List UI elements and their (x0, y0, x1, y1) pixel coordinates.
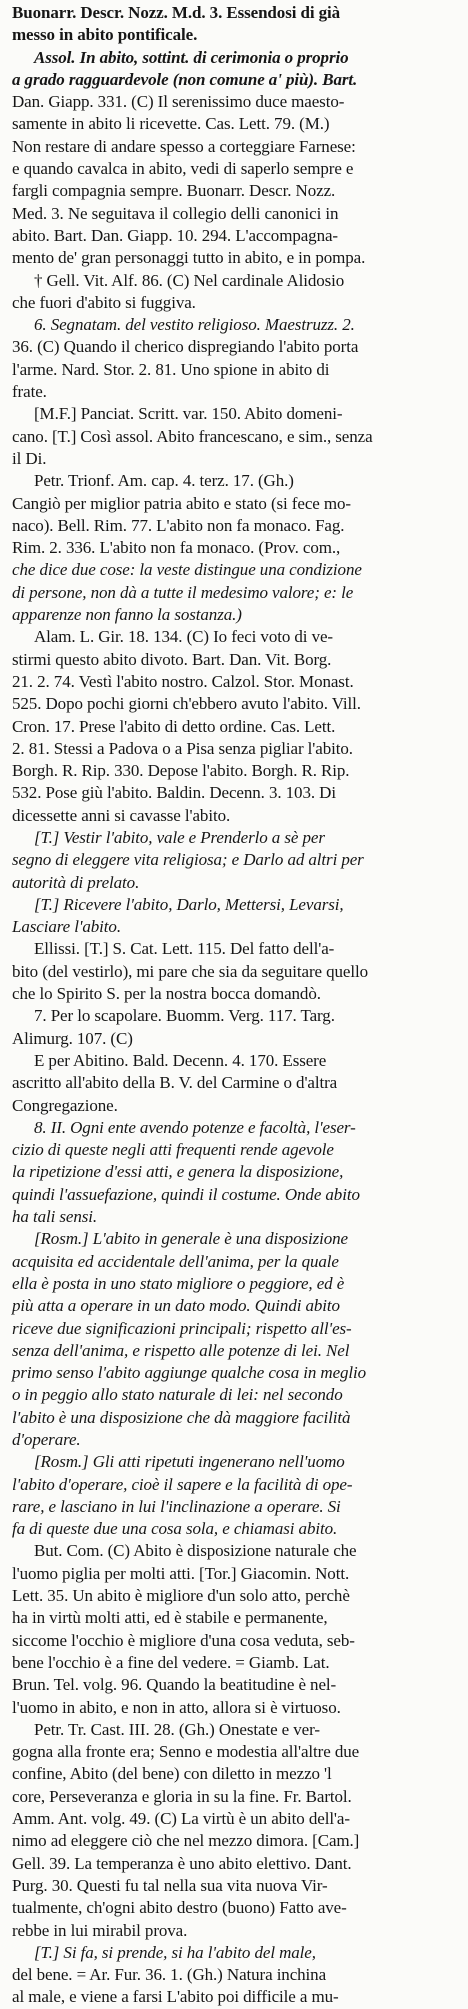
text-line: 525. Dopo pochi giorni ch'ebbero avuto l'abito. Vill. (12, 694, 361, 714)
text-line: [T.] Vestir l'abito, vale e Prenderlo a sè per (34, 827, 325, 847)
text-line: Brun. Tel. volg. 96. Quando la beatitudine è nel- (12, 1675, 337, 1695)
text-line: ha in virtù molti atti, ed è stabile e permanente, (12, 1608, 328, 1628)
text-line: Purg. 30. Questi fu tal nella sua vita nuova Vir- (12, 1875, 328, 1895)
text-line: cano. [T.] Così assol. Abito francescano, e sim., senza (12, 426, 373, 446)
text-line: Med. 3. Ne seguitava il collegio delli canonici in (12, 203, 339, 223)
text-line: 7. Per lo scapolare. Buomm. Verg. 117. Targ. (34, 1006, 335, 1026)
text-line: Lett. 35. Un abito è migliore d'un solo atto, perchè (12, 1586, 350, 1606)
text-line: Cangiò per miglior patria abito e stato (si fece mo- (12, 493, 351, 513)
text-line: [T.] Ricevere l'abito, Darlo, Mettersi, Levarsi, (34, 894, 344, 914)
text-line: Lasciare l'abito. (12, 917, 121, 937)
text-line: But. Com. (C) Abito è disposizione naturale che (34, 1541, 357, 1561)
text-line: l'abito d'operare, cioè il sapere e la facilità di ope- (12, 1474, 353, 1494)
text-line: E per Abitino. Bald. Decenn. 4. 170. Essere (34, 1050, 327, 1070)
text-line: l'uomo in abito, e non in atto, allora si è virtuoso. (12, 1697, 341, 1717)
text-line: [Rosm.] Gli atti ripetuti ingenerano nell'uomo (34, 1452, 345, 1472)
text-line: [M.F.] Panciat. Scritt. var. 150. Abito domeni- (34, 404, 343, 424)
text-line: Gell. 39. La temperanza è uno abito elettivo. Dant. (12, 1853, 352, 1873)
text-line: Alam. L. Gir. 18. 134. (C) Io feci voto di ve- (34, 627, 333, 647)
text-line: del bene. = Ar. Fur. 36. 1. (Gh.) Natura inchina (12, 1965, 327, 1985)
text-line: il Di. (12, 448, 47, 468)
text-line: e quando cavalca in abito, vedi di saperlo sempre e (12, 159, 354, 179)
text-line: 6. Segnatam. del vestito religioso. Maestruzz. 2. (34, 315, 355, 335)
text-line: gogna alla fronte era; Senno e modestia all'altre due (12, 1742, 360, 1762)
text-line: segno di eleggere vita religiosa; e Darlo ad altri per (12, 850, 364, 870)
text-line: Assol. In abito, sottint. di cerimonia o proprio (34, 47, 349, 67)
text-line: nimo ad eleggere ciò che nel mezzo dimora. [Cam.] (12, 1831, 360, 1851)
text-line: che dice due cose: la veste distingue una condizione (12, 560, 362, 580)
text-line: o in peggio allo stato naturale di lei: nel secondo (12, 1385, 343, 1405)
text-line: mento de' gran personaggi tutto in abito, e in pompa. (12, 248, 366, 268)
text-line: autorità di prelato. (12, 872, 140, 892)
text-line: di persone, non dà a tutte il medesimo valore; e: le (12, 582, 354, 602)
text-line: Alimurg. 107. (C) (12, 1028, 133, 1048)
text-line: rebbe in lui mirabil prova. (12, 1920, 188, 1940)
text-line: la ripetizione d'essi atti, e genera la disposizione, (12, 1162, 344, 1182)
text-line: più atta a operare in un dato modo. Quindi abito (12, 1296, 340, 1316)
text-line: [T.] Si fa, si prende, si ha l'abito del male, (34, 1942, 316, 1962)
text-line: † Gell. Vit. Alf. 86. (C) Nel cardinale Alidosio (34, 270, 345, 290)
text-line: ella è posta in uno stato migliore o peggiore, ed è (12, 1273, 345, 1293)
text-line: cizio di queste negli atti frequenti rende agevole (12, 1140, 334, 1160)
text-line: l'uomo piglia per molti atti. [Tor.] Giacomin. Nott. (12, 1563, 350, 1583)
text-line: a grado ragguardevole (non comune a' più). Bart. (12, 69, 358, 89)
text-line: quindi l'assuefazione, quindi il costume. Onde abito (12, 1184, 360, 1204)
text-line: d'operare. (12, 1430, 81, 1449)
text-line: senza dell'anima, e rispetto alle potenze di lei. Nel (12, 1340, 350, 1360)
text-line: l'abito è una disposizione che dà maggiore facilità (12, 1407, 351, 1427)
text-line: Dan. Giapp. 331. (C) Il serenissimo duce maesto- (12, 92, 345, 112)
text-line: fargli compagnia sempre. Buonarr. Descr. Nozz. (12, 181, 336, 201)
text-line: stirmi questo abito divoto. Bart. Dan. Vit. Borg. (12, 649, 332, 669)
text-line: 8. II. Ogni ente avendo potenze e facoltà, l'eser- (34, 1117, 356, 1137)
text-line: Petr. Trionf. Am. cap. 4. terz. 17. (Gh.) (34, 471, 294, 491)
text-line: riceve due significazioni principali; rispetto all'es- (12, 1318, 352, 1338)
text-line: 2. 81. Stessi a Padova o a Pisa senza pigliar l'abito. (12, 738, 353, 758)
text-line: 532. Pose giù l'abito. Baldin. Decenn. 3. 103. Di (12, 783, 336, 803)
text-line: tualmente, ch'ogni abito destro (buono) Fatto ave- (12, 1898, 347, 1918)
text-line: fa di queste due una cosa sola, e chiamasi abito. (12, 1519, 338, 1539)
text-line: naco). Bell. Rim. 77. L'abito non fa monaco. Fag. (12, 515, 345, 535)
text-line: al male, e viene a farsi L'abito poi difficile a mu- (12, 1987, 339, 2007)
text-line: Buonarr. Descr. Nozz. M.d. 3. Essendosi di già (12, 3, 341, 22)
text-line: ascritto all'abito della B. V. del Carmine o d'altra (12, 1073, 338, 1093)
text-line: Rim. 2. 336. L'abito non fa monaco. (Prov. com., (12, 538, 341, 558)
text-line: [Rosm.] L'abito in generale è una disposizione (34, 1229, 349, 1249)
text-line: abito. Bart. Dan. Giapp. 10. 294. L'accompagna- (12, 225, 338, 245)
text-line: Petr. Tr. Cast. III. 28. (Gh.) Onestate e ver- (34, 1719, 320, 1739)
text-line: apparenze non fanno la sostanza.) (12, 605, 242, 625)
text-line: l'arme. Nard. Stor. 2. 81. Uno spione in abito di (12, 359, 330, 379)
text-line: Borgh. R. Rip. 330. Depose l'abito. Borgh. R. Rip. (12, 761, 350, 781)
text-line: samente in abito li ricevette. Cas. Lett. 79. (M.) (12, 114, 330, 134)
text-line: rare, e lasciano in lui l'inclinazione a operare. Si (12, 1496, 341, 1516)
text-line: acquisita ed accidentale dell'anima, per la quale (12, 1251, 339, 1271)
text-line: bito (del vestirlo), mi pare che sia da seguitare quello (12, 961, 368, 981)
text-line: ha tali sensi. (12, 1207, 98, 1227)
text-line: dicessette anni si cavasse l'abito. (12, 805, 231, 825)
text-line: 21. 2. 74. Vestì l'abito nostro. Calzol. Stor. Monast. (12, 671, 354, 691)
text-line: Amm. Ant. volg. 49. (C) La virtù è un abito dell'a- (12, 1809, 350, 1829)
text-line: 36. (C) Quando il cherico dispregiando l'abito porta (12, 337, 359, 357)
text-line: che fuori d'abito si fuggiva. (12, 292, 196, 312)
text-line: frate. (12, 382, 47, 402)
text-line: messo in abito pontificale. (12, 25, 198, 45)
text-line: confine, Abito (del bene) con diletto in mezzo 'l (12, 1764, 332, 1784)
text-line: Congregazione. (12, 1095, 118, 1115)
text-line: Ellissi. [T.] S. Cat. Lett. 115. Del fatto dell'a- (34, 939, 335, 959)
text-line: core, Perseveranza e gloria in su la fine. Fr. Bartol. (12, 1786, 352, 1806)
text-line: bene l'occhio è a fine del vedere. = Giamb. Lat. (12, 1652, 330, 1672)
text-line: che lo Spirito S. per la nostra bocca domandò. (12, 984, 321, 1004)
text-line: primo senso l'abito aggiunge qualche cosa in meglio (12, 1363, 367, 1383)
text-line: siccome l'occhio è migliore d'una cosa veduta, seb- (12, 1630, 355, 1650)
text-line: Non restare di andare spesso a corteggiare Farnese: (12, 136, 356, 156)
text-line: Cron. 17. Prese l'abito di detto ordine. Cas. Lett. (12, 716, 336, 736)
